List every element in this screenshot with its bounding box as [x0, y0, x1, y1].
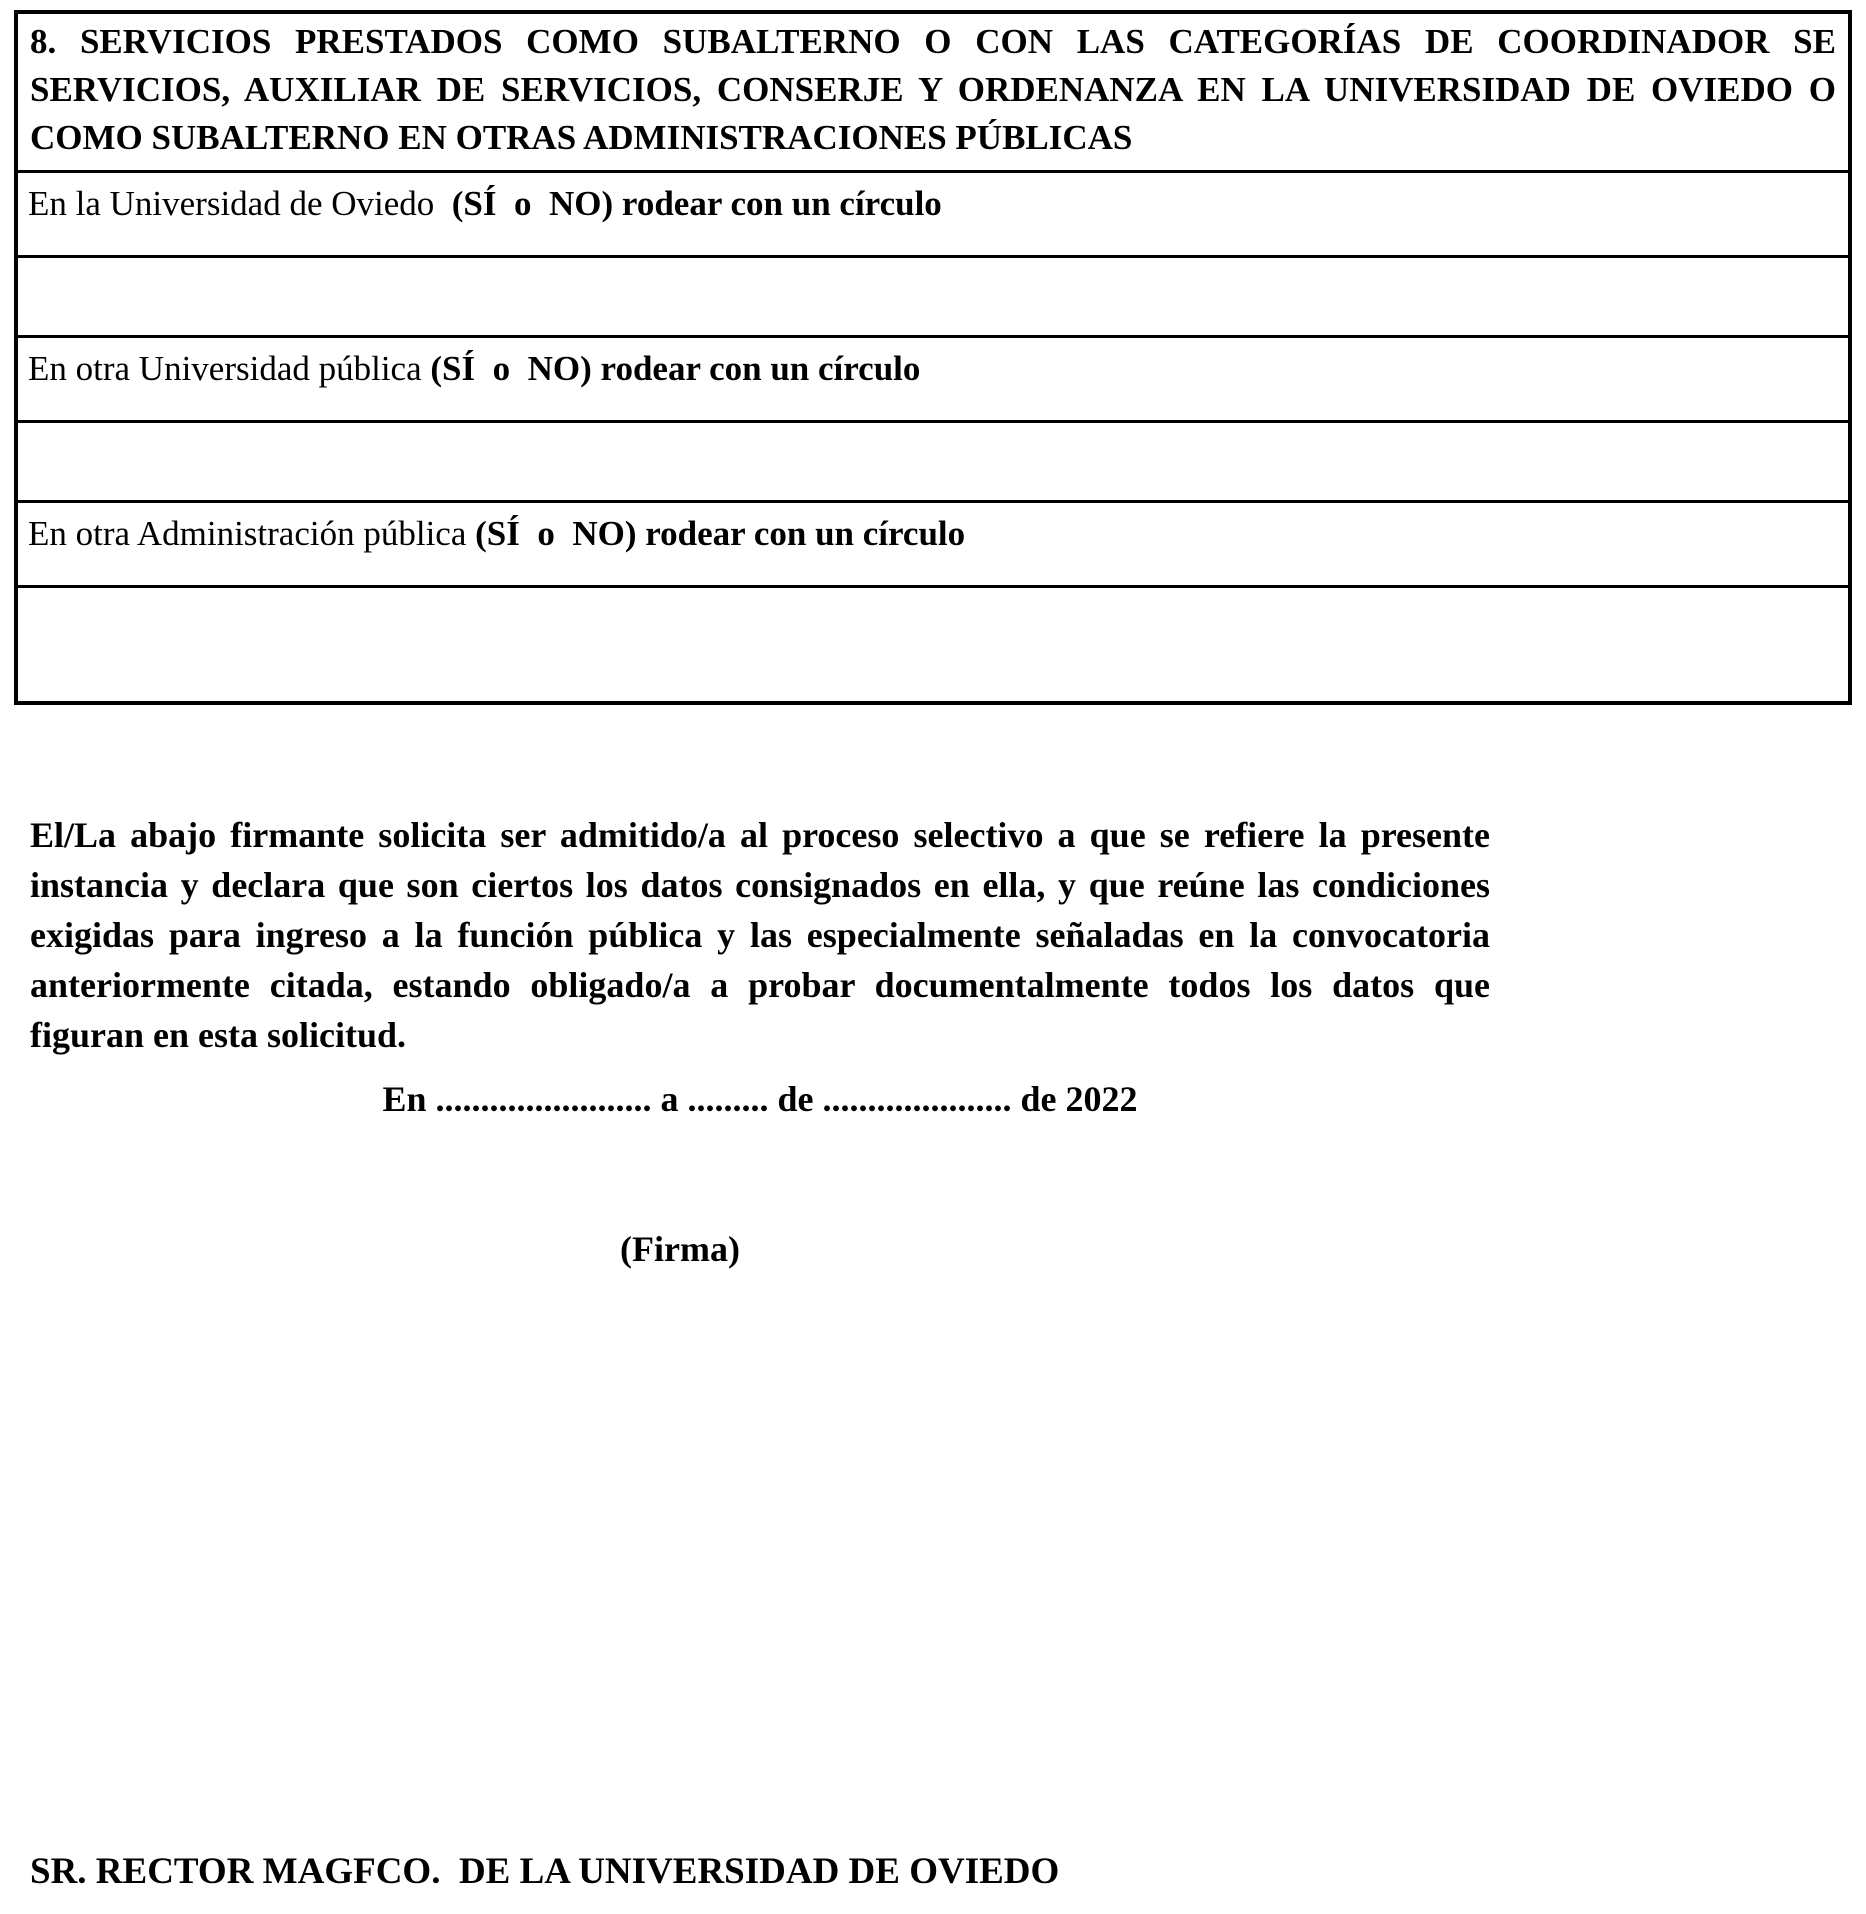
- date-line: En ........................ a ......... de ..................... de 2022: [382, 1079, 1138, 1119]
- answer-cell-other-university: [18, 420, 1848, 500]
- section-8-header: 8. SERVICIOS PRESTADOS COMO SUBALTERNO O CON LAS CATEGORÍAS DE COORDINADOR SE SERVICIOS, AUXILIAR DE SERVICIOS, CONSERJE Y ORDENANZA EN LA UNIVERSIDAD DE OVIEDO O COMO SUBALTERNO EN OTRAS ADMINISTRACIONES PÚBLICAS: [30, 22, 1836, 157]
- row-other-university-label: En otra Universidad pública: [28, 349, 431, 388]
- row-other-university: [18, 335, 1848, 420]
- row-other-university-instruction: (SÍ o NO) rodear con un círculo: [430, 349, 921, 388]
- services-table: [14, 10, 1852, 705]
- row-other-administration-label: En otra Administración pública: [28, 514, 476, 553]
- answer-cell-uniovi: [18, 255, 1848, 335]
- row-other-administration-instruction: (SÍ o NO) rodear con un círculo: [475, 514, 966, 553]
- row-other-administration: [18, 500, 1848, 585]
- declaration-text: El/La abajo firmante solicita ser admitido/a al proceso selectivo a que se refiere la presente instancia y declara que son ciertos los datos consignados en ella, y que reúne las condiciones exigidas para ingreso a la función pública y las especialmente señaladas en la convocatoria anteriormente citada, estando obligado/a a probar documentalmente todos los datos que figuran en esta solicitud.: [30, 815, 1490, 1055]
- row-uniovi: [18, 170, 1848, 255]
- answer-cell-other-administration: [18, 585, 1848, 701]
- addressee-line: SR. RECTOR MAGFCO. DE LA UNIVERSIDAD DE OVIEDO: [30, 1851, 1060, 1892]
- signature-label: (Firma): [620, 1229, 740, 1269]
- row-uniovi-label: En la Universidad de Oviedo: [28, 184, 452, 223]
- row-uniovi-instruction: (SÍ o NO) rodear con un círculo: [451, 184, 942, 223]
